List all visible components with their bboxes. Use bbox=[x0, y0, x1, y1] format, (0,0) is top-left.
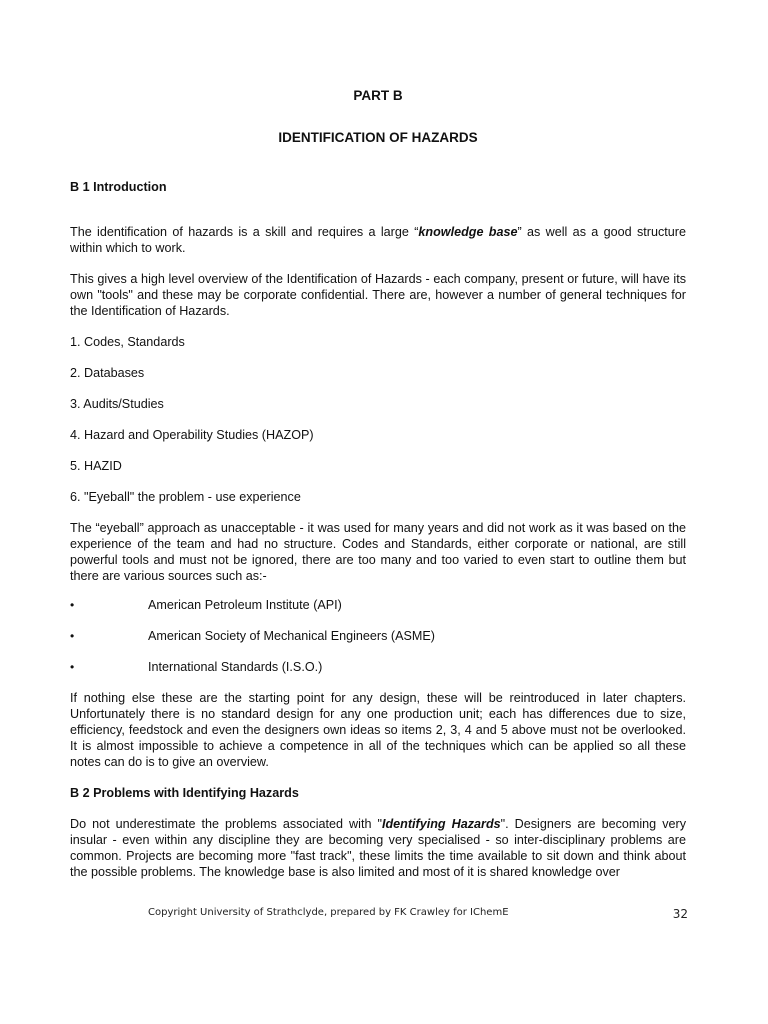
list-item: 6. "Eyeball" the problem - use experience bbox=[70, 490, 301, 504]
problems-paragraph bbox=[70, 816, 686, 880]
list-item: 4. Hazard and Operability Studies (HAZOP) bbox=[70, 428, 314, 442]
intro-paragraph bbox=[70, 224, 686, 256]
intro-text-end: ” as well as a good structure within which to work. bbox=[70, 225, 686, 255]
bullet-list-item bbox=[70, 628, 686, 644]
overview-paragraph: This gives a high level overview of the Identification of Hazards - each company, present or future, will have its own "tools" and these may be corporate confidential. There are, however a number of general techniques for the Identification of Hazards. bbox=[70, 272, 686, 318]
bullet-icon: • bbox=[70, 660, 75, 674]
list-item: 2. Databases bbox=[70, 366, 145, 380]
list-item: 3. Audits/Studies bbox=[70, 397, 164, 411]
bullet-text: American Society of Mechanical Engineers (ASME) bbox=[148, 629, 435, 643]
intro-emphasis: knowledge base bbox=[418, 225, 518, 239]
bullet-text: International Standards (I.S.O.) bbox=[148, 660, 323, 674]
problems-emphasis: Identifying Hazards bbox=[381, 817, 501, 831]
part-title: PART B bbox=[353, 88, 403, 103]
bullet-icon: • bbox=[70, 598, 75, 612]
page-number: 32 bbox=[672, 907, 688, 921]
bullet-text: American Petroleum Institute (API) bbox=[148, 598, 342, 612]
bullet-list-item bbox=[70, 597, 686, 613]
page-title: IDENTIFICATION OF HAZARDS bbox=[278, 130, 478, 145]
intro-text-start: The identification of hazards is a skill and requires a large “ bbox=[70, 225, 419, 239]
eyeball-paragraph: The “eyeball” approach as unacceptable - it was used for many years and did not work as it was based on the experience of the team and had no structure. Codes and Standards, either corporate or national, are still powerful tools and must not be ignored, there are too many and too varied to even start to outline them but there are various sources such as:- bbox=[70, 521, 686, 583]
section-heading-b2: B 2 Problems with Identifying Hazards bbox=[70, 786, 299, 800]
list-item: 5. HAZID bbox=[70, 459, 122, 473]
copyright-text: Copyright University of Strathclyde, prepared by FK Crawley for IChemE bbox=[148, 907, 509, 918]
bullet-icon: • bbox=[70, 629, 75, 643]
section-heading-b1: B 1 Introduction bbox=[70, 180, 167, 194]
page-footer bbox=[148, 907, 688, 921]
bullet-list-item bbox=[70, 659, 686, 675]
page-content bbox=[70, 88, 686, 880]
problems-text-end: ". Designers are becoming very insular - even within any discipline they are becoming very specialised - so inter-disciplinary problems are common. Projects are becoming more "fast track", these limits the time available to sit down and think about the possible problems. The knowledge base is also limited and most of it is shared knowledge over bbox=[70, 817, 686, 879]
closing-paragraph: If nothing else these are the starting point for any design, these will be reintroduced in later chapters. Unfortunately there is no standard design for any one production unit; each has differences due to size, efficiency, feedstock and even the designers own ideas so items 2, 3, 4 and 5 above must not be overlooked. It is almost impossible to achieve a competence in all of the techniques which can be applied so all these notes can do is to give an overview. bbox=[70, 691, 686, 769]
problems-text-start: Do not underestimate the problems associated with " bbox=[70, 817, 382, 831]
list-item: 1. Codes, Standards bbox=[70, 335, 185, 349]
